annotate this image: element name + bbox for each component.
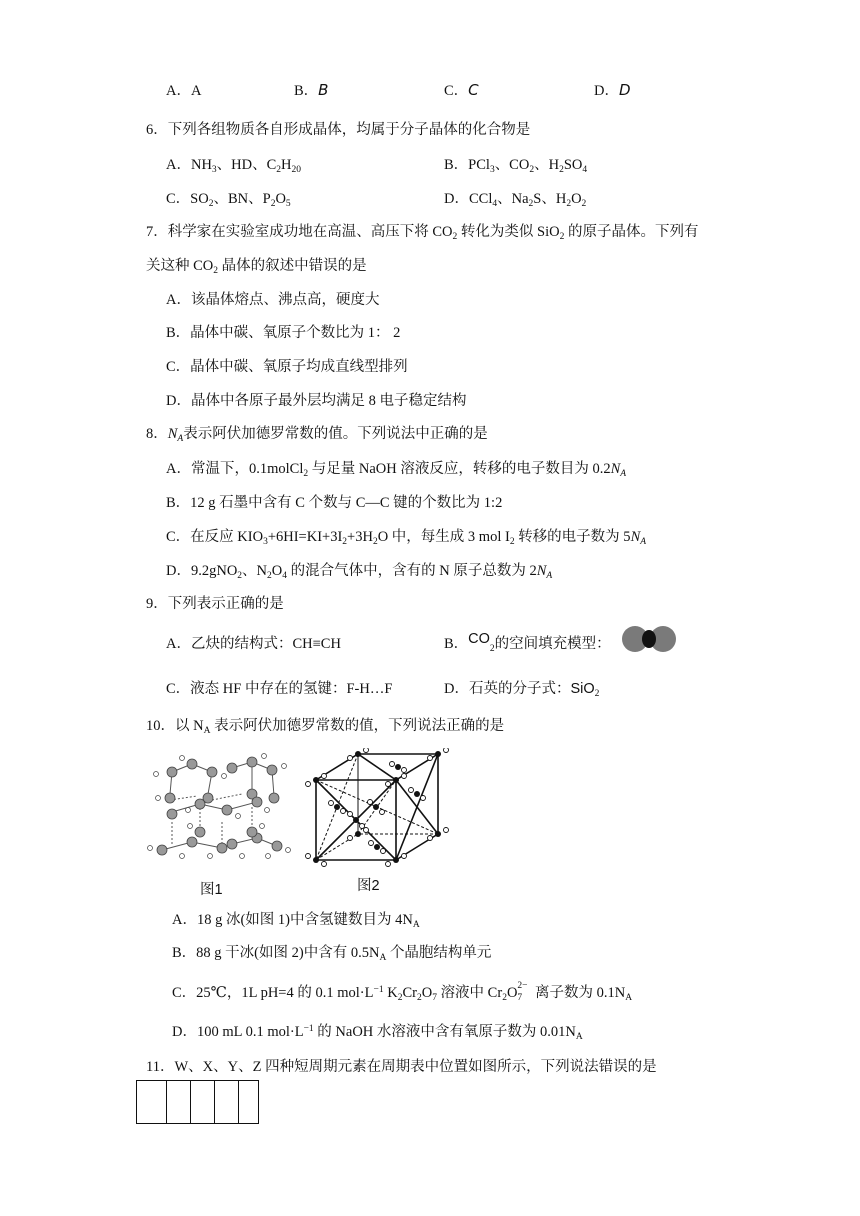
- q9-stem: 9．下列表示正确的是: [146, 596, 284, 612]
- q6-option-c[interactable]: C．$SO_2$、BN、$P_2O_5$: [166, 191, 291, 209]
- q7-option-a[interactable]: A．该晶体熔点、沸点高，硬度大: [166, 292, 380, 308]
- q7-option-d[interactable]: D．晶体中各原子最外层均满足 8 电子稳定结构: [166, 393, 467, 409]
- q11-stem: 11．W、X、Y、Z 四种短周期元素在周期表中位置如图所示，下列说法错误的是: [146, 1059, 657, 1075]
- q9-option-a[interactable]: A．乙炔的结构式：CH≡CH: [166, 636, 341, 652]
- q7-option-b[interactable]: B．晶体中碳、氧原子个数比为 1： 2: [166, 325, 401, 341]
- q7-option-c[interactable]: C．晶体中碳、氧原子均成直线型排列: [166, 359, 408, 375]
- q8-option-d[interactable]: D．9.2gNO$_2$、$N_2O_4$ 的混合气体中，含有的 N 原子总数为 $2N_A$: [166, 563, 553, 581]
- q8-option-c[interactable]: C．在反应 $KIO_3+6HI=KI+3I_2+3H_2O$ 中，每生成 3 mol $I_2$ 转移的电子数为 $5N_A$: [166, 529, 647, 547]
- q10-option-a[interactable]: A．18 g 冰(如图 1)中含氢键数目为 $4N_A$: [172, 912, 420, 930]
- q9-option-d[interactable]: D．石英的分子式：SiO$_2$: [444, 681, 600, 699]
- co2-space-filling-model: [620, 624, 678, 654]
- q5-option-b[interactable]: B．B: [294, 81, 329, 99]
- q10-option-d[interactable]: D．100 mL 0.1 $mol\cdot L^{-1}$ 的 NaOH 水溶液中含有氧原子数为 $0.01N_A$: [172, 1024, 583, 1042]
- q6-option-d[interactable]: D．CCl$_4$、$Na_2S$、$H_2O_2$: [444, 191, 587, 209]
- periodic-table-cell: [214, 1080, 239, 1124]
- q5-option-d[interactable]: D．D: [594, 81, 631, 99]
- q9-option-b[interactable]: B．$CO_2$的空间填充模型：: [444, 631, 611, 654]
- q6-option-b[interactable]: B．PCl$_3$、$CO_2$、$H_2SO_4$: [444, 157, 588, 175]
- ice-structure-figure: [142, 752, 292, 872]
- q5-option-a[interactable]: A．A: [166, 83, 202, 99]
- q8-stem: 8．$N_A$表示阿伏加德罗常数的值。下列说法中正确的是: [146, 426, 488, 444]
- q8-option-b[interactable]: B．12 g 石墨中含有 C 个数与 C—C 键的个数比为 1:2: [166, 495, 503, 511]
- q7-stem-line1: 7．科学家在实验室成功地在高温、高压下将 $CO_2$ 转化为类似 SiO$_2$ 的原子晶体。下列有: [146, 224, 699, 242]
- periodic-table-cell: [136, 1080, 167, 1124]
- figure-2-caption: 图2: [357, 878, 380, 894]
- periodic-table-cell: [238, 1080, 259, 1124]
- periodic-table-cell: [190, 1080, 215, 1124]
- q10-option-b[interactable]: B．88 g 干冰(如图 2)中含有 $0.5N_A$ 个晶胞结构单元: [172, 945, 492, 963]
- dry-ice-unit-cell-figure: [300, 748, 450, 872]
- periodic-table-cell: [166, 1080, 191, 1124]
- q5-option-c[interactable]: C．C: [444, 81, 479, 99]
- q9-option-c[interactable]: C．液态 HF 中存在的氢键：F-H…F: [166, 681, 393, 697]
- q6-stem: 6．下列各组物质各自形成晶体，均属于分子晶体的化合物是: [146, 122, 531, 138]
- q10-stem: 10．以 $N_A$ 表示阿伏加德罗常数的值，下列说法正确的是: [146, 718, 505, 736]
- q7-stem-line2: 关这种 $CO_2$ 晶体的叙述中错误的是: [146, 258, 367, 276]
- q8-option-a[interactable]: A．常温下，0.1molCl$_2$ 与足量 NaOH 溶液反应，转移的电子数目为 $0.2N_A$: [166, 461, 627, 479]
- figure-1-caption: 图1: [200, 882, 223, 898]
- q10-option-c[interactable]: C．25℃，1L pH=4 的 0.1 $mol\cdot L^{-1}$ $K_2Cr_2O_7$ 溶液中 $Cr_2O$ 2− 7 离子数为 $0.1N_A$: [172, 980, 633, 1003]
- q6-option-a[interactable]: A．$NH_3$、HD、$C_2H_{20}$: [166, 157, 302, 175]
